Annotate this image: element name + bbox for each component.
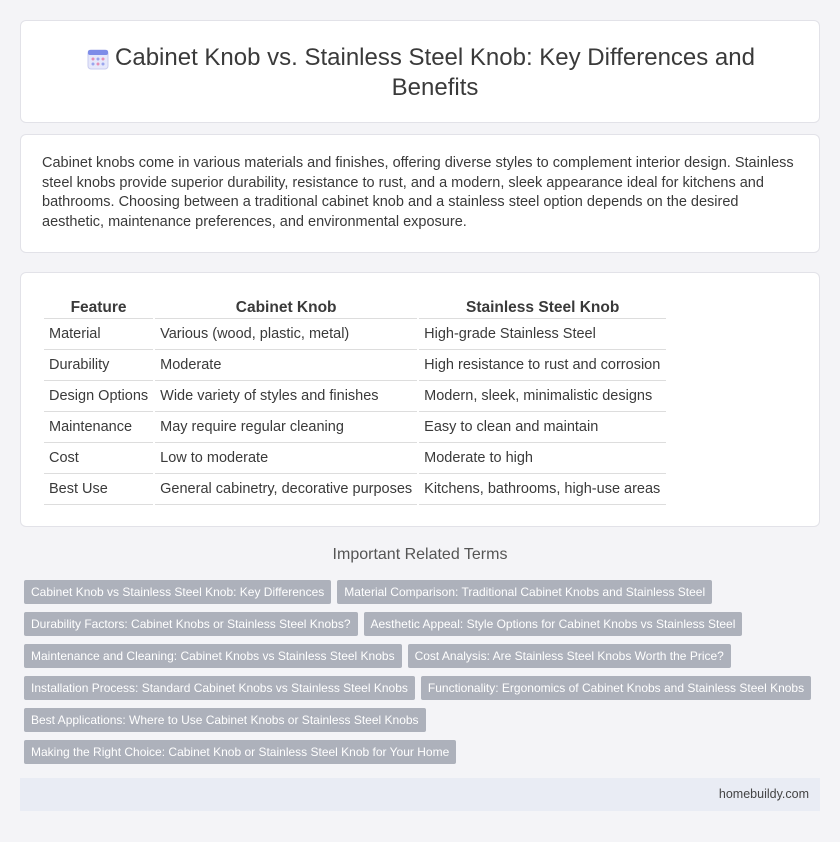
intro-card	[20, 134, 820, 253]
related-term-tag[interactable]: Cost Analysis: Are Stainless Steel Knobs Worth the Price?	[408, 644, 731, 668]
row-stainless-value: Kitchens, bathrooms, high-use areas	[419, 474, 666, 505]
table-row	[44, 443, 666, 474]
related-term-tag[interactable]: Best Applications: Where to Use Cabinet Knobs or Stainless Steel Knobs	[24, 708, 426, 732]
table-row	[44, 350, 666, 381]
header-feature: Feature	[44, 295, 153, 319]
footer	[20, 778, 820, 811]
row-stainless-value: High-grade Stainless Steel	[419, 319, 666, 350]
row-feature: Material	[44, 319, 153, 350]
row-cabinet-value: May require regular cleaning	[155, 412, 417, 443]
footer-site-name[interactable]: homebuildy.com	[718, 787, 809, 801]
related-term-tag[interactable]: Aesthetic Appeal: Style Options for Cabinet Knobs vs Stainless Steel	[364, 612, 743, 636]
table-row	[44, 474, 666, 505]
row-stainless-value: High resistance to rust and corrosion	[419, 350, 666, 381]
row-feature: Maintenance	[44, 412, 153, 443]
header-cabinet-knob: Cabinet Knob	[155, 295, 417, 319]
table-header-row	[44, 295, 666, 319]
row-feature: Design Options	[44, 381, 153, 412]
row-stainless-value: Moderate to high	[419, 443, 666, 474]
related-term-tag[interactable]: Installation Process: Standard Cabinet Knobs vs Stainless Steel Knobs	[24, 676, 415, 700]
table-row	[44, 412, 666, 443]
related-terms-tags	[24, 580, 820, 772]
related-term-tag[interactable]: Durability Factors: Cabinet Knobs or Stainless Steel Knobs?	[24, 612, 358, 636]
page-title: Cabinet Knob vs. Stainless Steel Knob: Key Differences and Benefits	[115, 44, 755, 101]
related-terms-heading: Important Related Terms	[332, 546, 508, 563]
row-cabinet-value: Wide variety of styles and finishes	[155, 381, 417, 412]
title-card	[20, 20, 820, 123]
related-term-tag[interactable]: Functionality: Ergonomics of Cabinet Knobs and Stainless Steel Knobs	[421, 676, 811, 700]
related-term-tag[interactable]: Making the Right Choice: Cabinet Knob or Stainless Steel Knob for Your Home	[24, 740, 456, 764]
row-stainless-value: Easy to clean and maintain	[419, 412, 666, 443]
related-term-tag[interactable]: Material Comparison: Traditional Cabinet Knobs and Stainless Steel	[337, 580, 712, 604]
header-stainless-steel-knob: Stainless Steel Knob	[419, 295, 666, 319]
comparison-table-card	[20, 272, 820, 527]
comparison-table	[42, 295, 668, 505]
intro-paragraph: Cabinet knobs come in various materials and finishes, offering diverse styles to complement interior design. Stainless steel knobs provide superior durability, resistance to rust, and a modern, sleek appearance ideal for kitchens and bathrooms. Choosing between a traditional cabinet knob and a stainless steel option depends on the desired aesthetic, maintenance preferences, and environmental exposure.	[42, 155, 794, 230]
row-cabinet-value: General cabinetry, decorative purposes	[155, 474, 417, 505]
row-cabinet-value: Various (wood, plastic, metal)	[155, 319, 417, 350]
row-stainless-value: Modern, sleek, minimalistic designs	[419, 381, 666, 412]
row-cabinet-value: Moderate	[155, 350, 417, 381]
row-feature: Durability	[44, 350, 153, 381]
row-feature: Cost	[44, 443, 153, 474]
table-row	[44, 381, 666, 412]
row-feature: Best Use	[44, 474, 153, 505]
related-term-tag[interactable]: Cabinet Knob vs Stainless Steel Knob: Key Differences	[24, 580, 331, 604]
related-term-tag[interactable]: Maintenance and Cleaning: Cabinet Knobs vs Stainless Steel Knobs	[24, 644, 402, 668]
table-row	[44, 319, 666, 350]
row-cabinet-value: Low to moderate	[155, 443, 417, 474]
